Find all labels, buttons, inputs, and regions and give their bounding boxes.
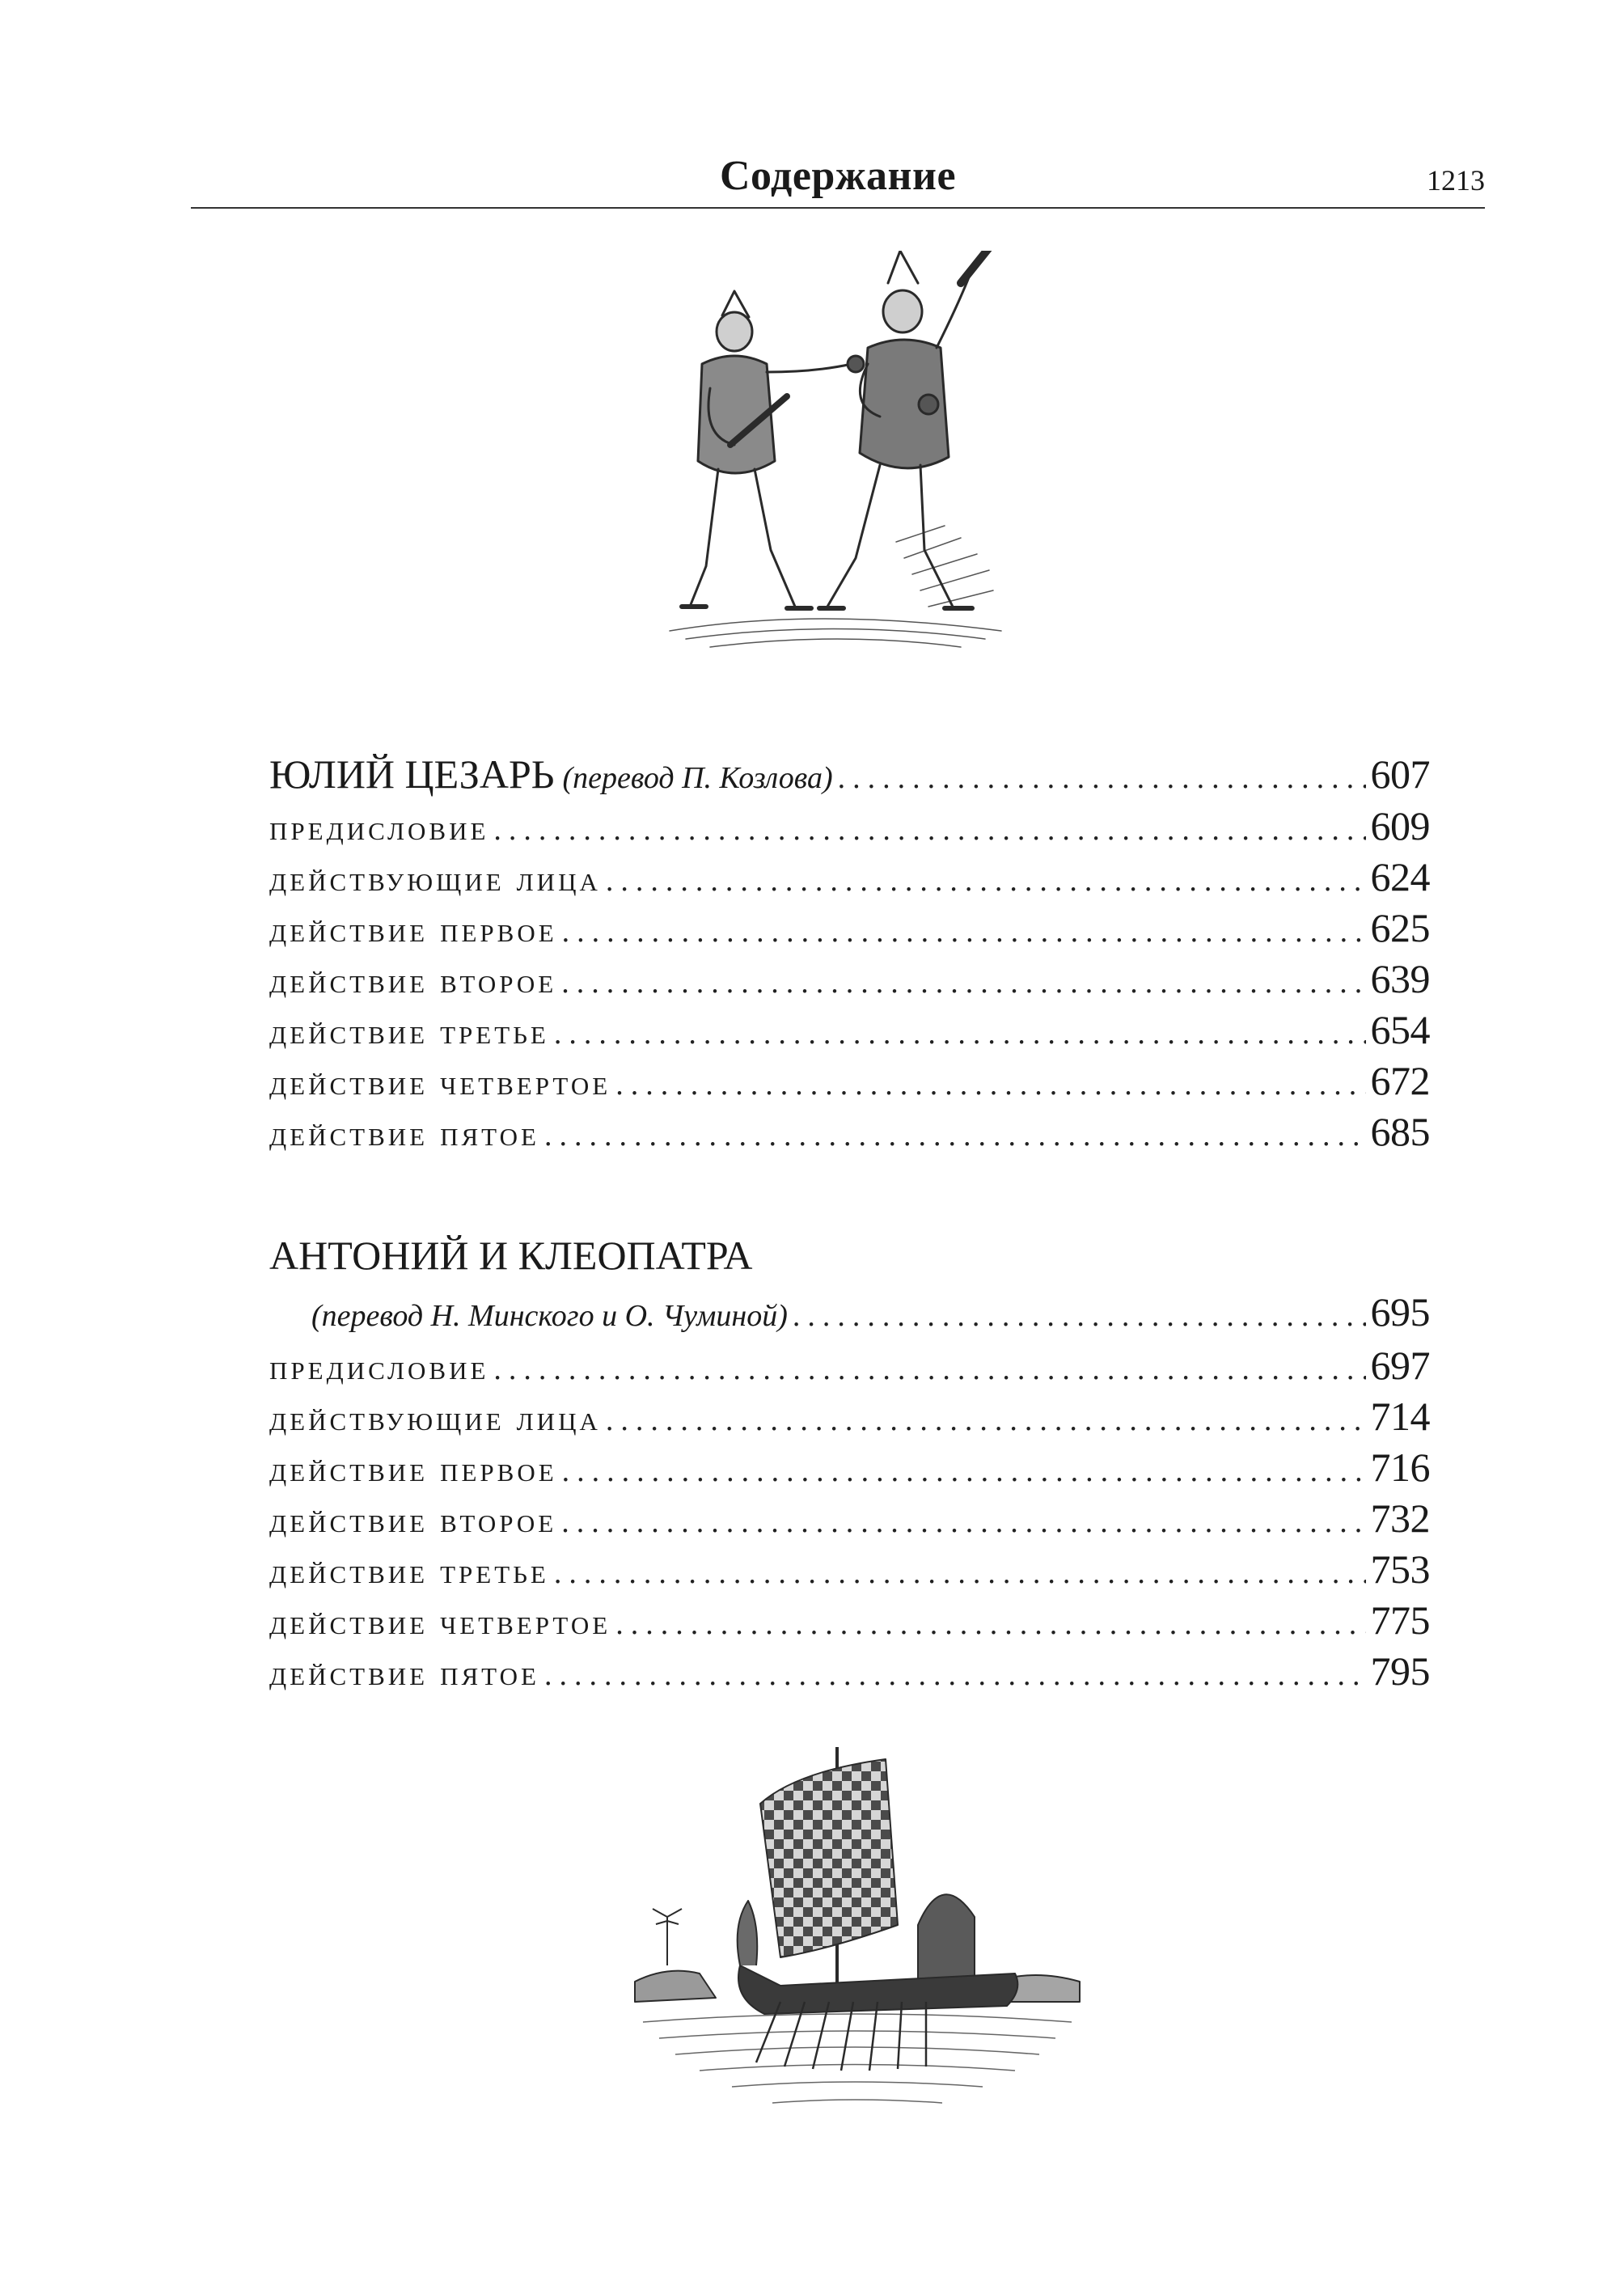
page-title: Содержание xyxy=(719,153,957,199)
dot-leader xyxy=(544,1660,1366,1690)
toc-entry-label: действие третье xyxy=(269,1551,549,1591)
page-ref: 609 xyxy=(1370,803,1430,848)
translator-note: (перевод П. Козлова) xyxy=(562,761,833,795)
play-title[interactable]: АНТОНИЙ И КЛЕОПАТРА xyxy=(269,1233,753,1278)
toc-entry-label: предисловие xyxy=(269,1347,489,1387)
page-ref: 607 xyxy=(1370,751,1430,797)
page-ref: 624 xyxy=(1370,854,1430,899)
toc-entry-label: действие четвертое xyxy=(269,1602,611,1642)
dot-leader xyxy=(561,1507,1365,1538)
toc-entry-label: действие пятое xyxy=(269,1114,539,1153)
page-ref: 654 xyxy=(1370,1007,1430,1052)
running-header xyxy=(191,146,1485,209)
toc-entry-label: действие пятое xyxy=(269,1653,539,1693)
page-ref: 775 xyxy=(1370,1597,1430,1643)
dot-leader xyxy=(838,763,1366,793)
dot-leader xyxy=(554,1558,1366,1589)
page-ref: 672 xyxy=(1370,1058,1430,1103)
toc-entry[interactable] xyxy=(269,1648,1430,1702)
toc-entry-label: действие третье xyxy=(269,1012,549,1051)
toc-entry[interactable] xyxy=(269,907,1430,958)
dot-leader xyxy=(544,1120,1366,1151)
toc-entry-label: действующие лица xyxy=(269,859,601,899)
toc-section-antony-cleopatra xyxy=(269,1235,1430,1702)
dot-leader xyxy=(554,1018,1366,1049)
dot-leader xyxy=(493,814,1365,845)
toc-entry[interactable] xyxy=(269,1498,1430,1549)
dot-leader xyxy=(561,967,1365,998)
toc-entry[interactable] xyxy=(269,1597,1430,1651)
page-ref: 753 xyxy=(1370,1546,1430,1592)
page-number: 1213 xyxy=(1427,164,1485,197)
page-ref: 639 xyxy=(1370,956,1430,1001)
page-ref: 697 xyxy=(1370,1343,1430,1388)
toc-entry[interactable] xyxy=(269,1447,1430,1498)
ship-illustration xyxy=(619,1723,1088,2135)
dot-leader xyxy=(562,1456,1366,1487)
dot-leader xyxy=(493,1354,1365,1385)
play-title: ЮЛИЙ ЦЕЗАРЬ xyxy=(269,751,555,797)
dot-leader xyxy=(606,1405,1366,1436)
toc-entry[interactable] xyxy=(269,803,1430,857)
toc-entry-label: действующие лица xyxy=(269,1398,601,1438)
toc-entry-label: действие первое xyxy=(269,1449,557,1489)
page-ref: 714 xyxy=(1370,1394,1430,1439)
toc-entry-label: действие первое xyxy=(269,910,557,950)
toc-entry[interactable] xyxy=(269,854,1430,907)
page-ref: 625 xyxy=(1370,905,1430,950)
dot-leader xyxy=(615,1609,1365,1639)
page-ref: 695 xyxy=(1370,1289,1430,1335)
toc-entry-title[interactable] xyxy=(269,751,1430,806)
toc-entry[interactable] xyxy=(269,1345,1430,1396)
toc-entry[interactable] xyxy=(269,1111,1430,1162)
toc-entry-label: действие второе xyxy=(269,1500,557,1540)
dot-leader xyxy=(606,865,1366,896)
two-warriors-illustration xyxy=(653,251,1026,671)
toc-section-julius-caesar xyxy=(269,751,1430,1162)
page-ref: 732 xyxy=(1370,1496,1430,1541)
dot-leader xyxy=(793,1301,1366,1331)
toc-entry-label: действие второе xyxy=(269,961,557,1001)
page-ref: 716 xyxy=(1370,1445,1430,1490)
toc-entry-title[interactable] xyxy=(269,1289,1430,1345)
toc-entry[interactable] xyxy=(269,958,1430,1009)
dot-leader xyxy=(562,916,1366,947)
translator-note: (перевод Н. Минского и О. Чуминой) xyxy=(311,1299,788,1333)
toc-entry-label: действие четвертое xyxy=(269,1063,611,1102)
toc-entry[interactable] xyxy=(269,1060,1430,1111)
dot-leader xyxy=(615,1069,1365,1100)
toc-entry[interactable] xyxy=(269,1009,1430,1060)
page-ref: 685 xyxy=(1370,1109,1430,1154)
toc-entry[interactable] xyxy=(269,1396,1430,1447)
page-ref: 795 xyxy=(1370,1648,1430,1694)
header-rule xyxy=(191,207,1485,209)
toc-entry-label: предисловие xyxy=(269,808,489,848)
toc-entry[interactable] xyxy=(269,1546,1430,1600)
